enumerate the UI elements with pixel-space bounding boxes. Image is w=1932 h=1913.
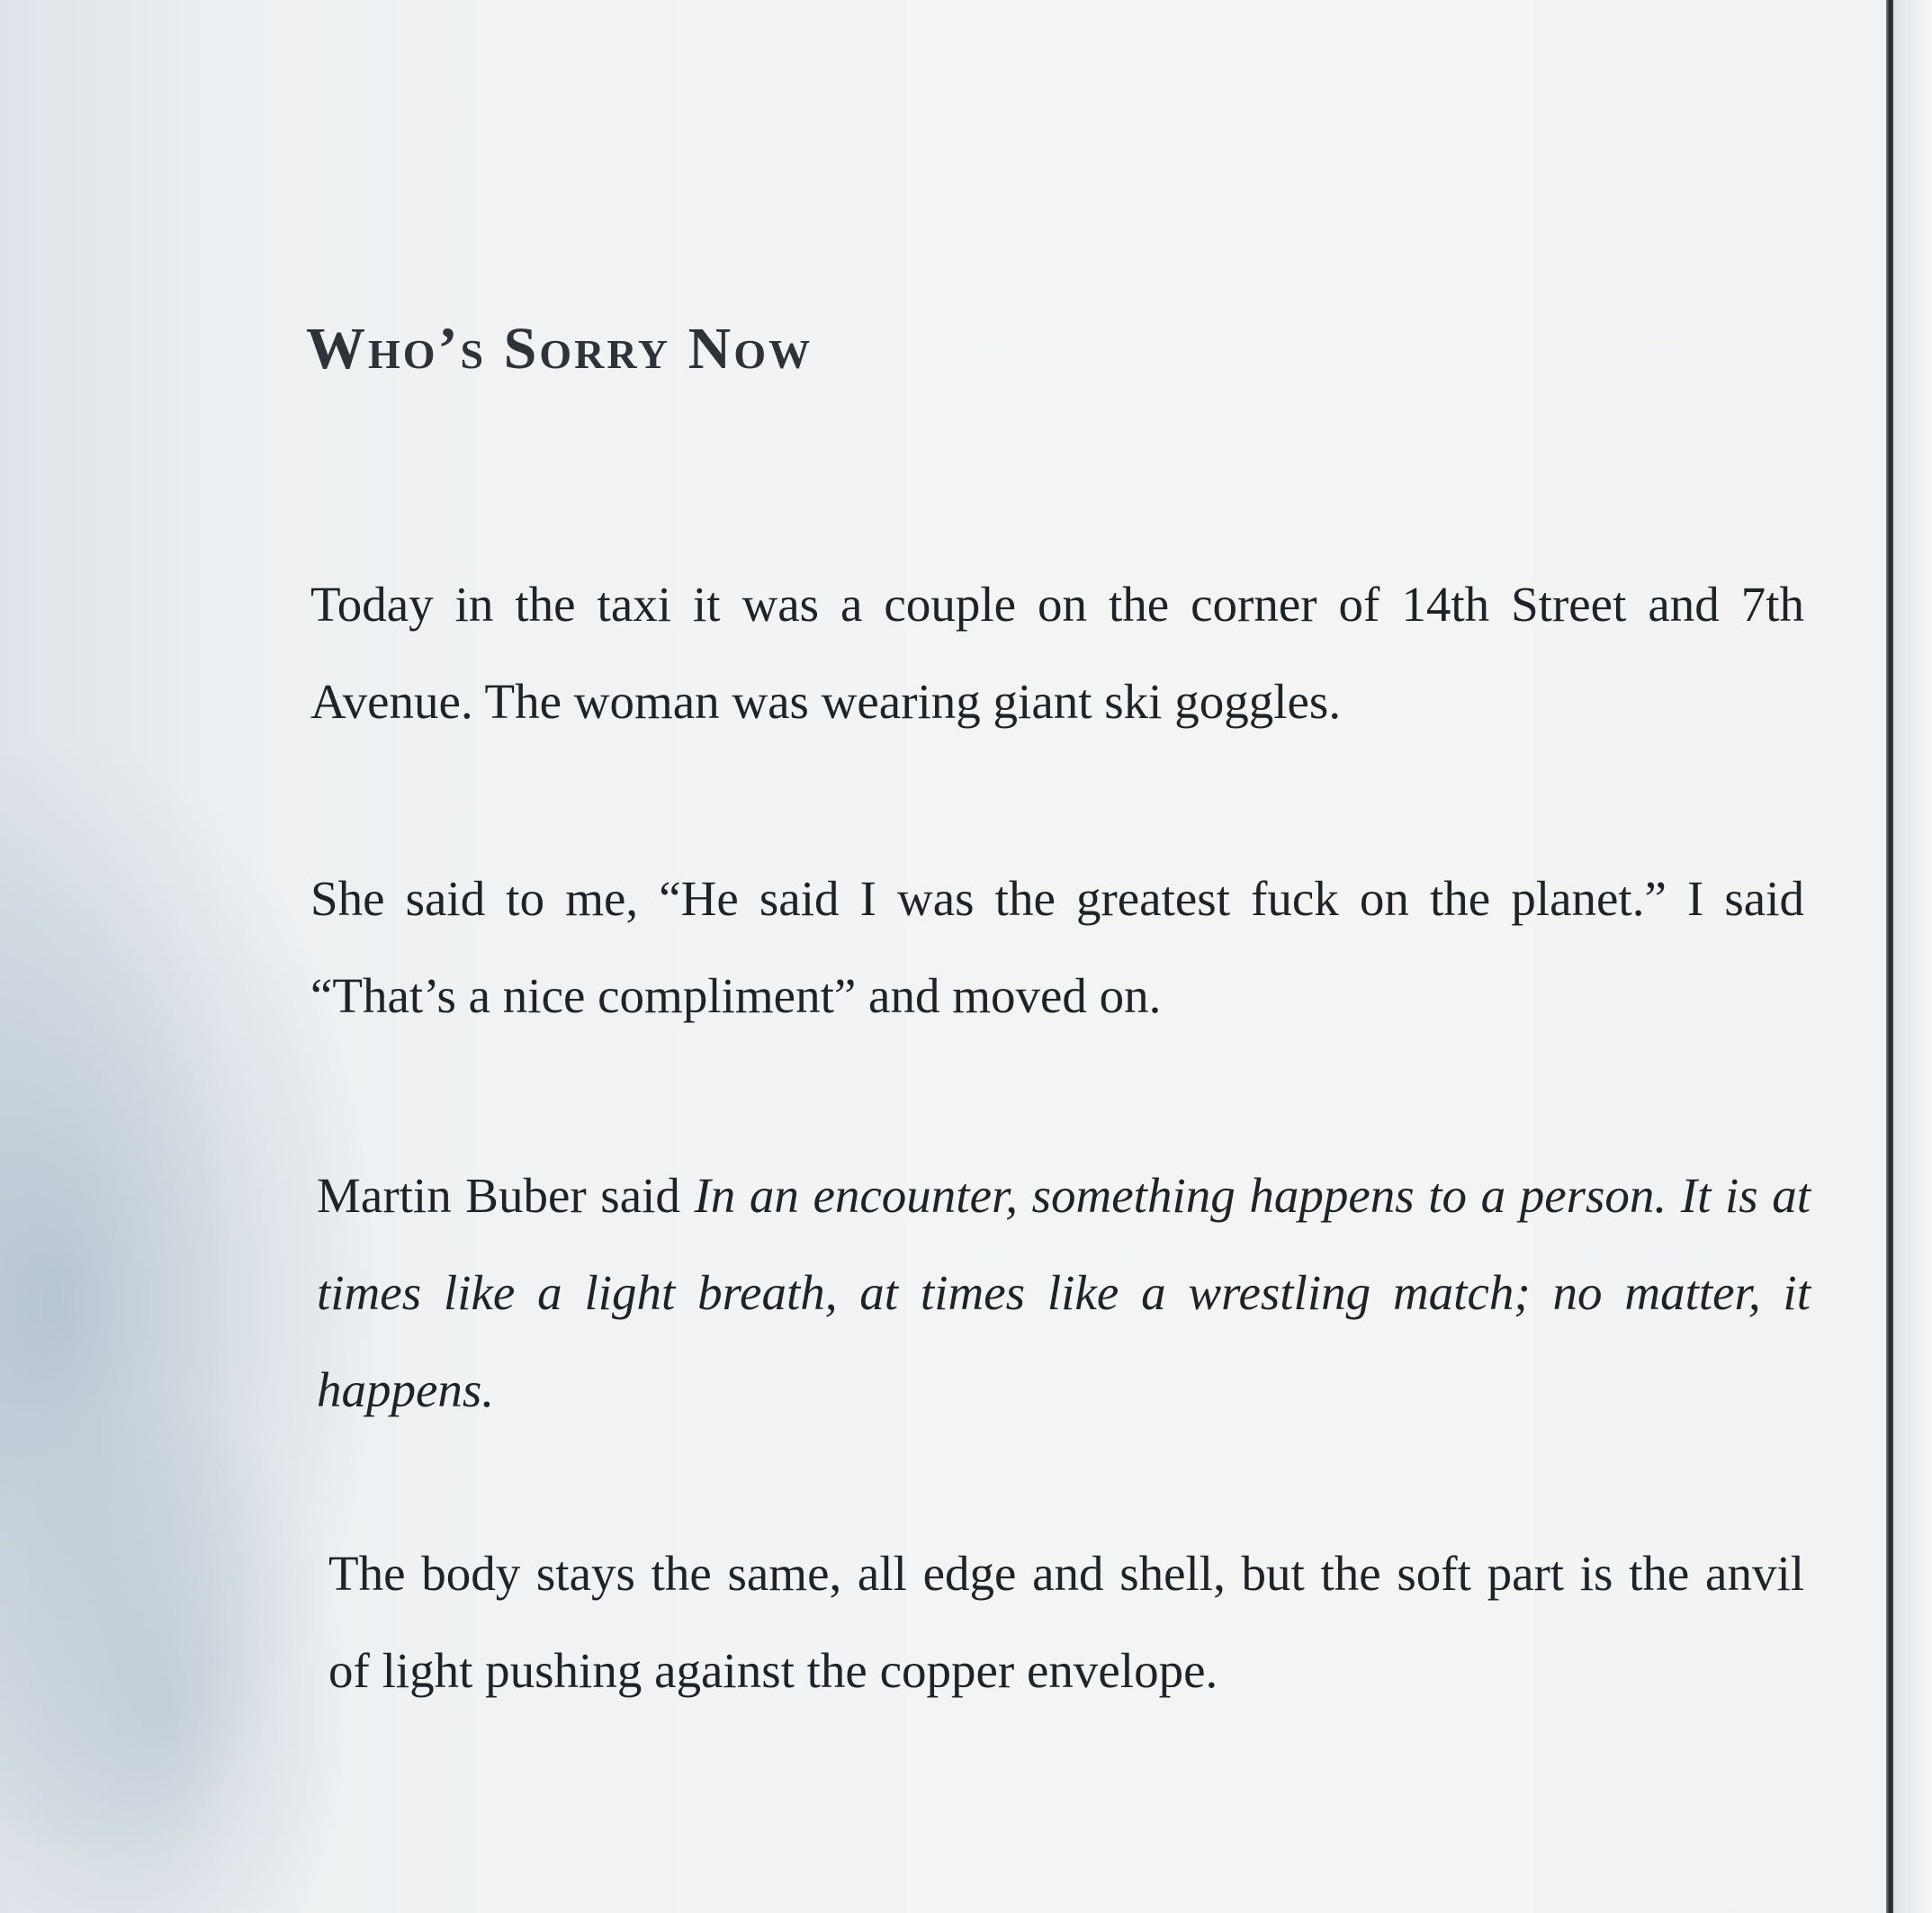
stanza-body: The body stays the same, all edge and shell, but the soft part is the anvil of light pushing against the copper envelope. (328, 1546, 1804, 1698)
background-beyond-page (1893, 0, 1932, 1913)
poem-title: Who’s Sorry Now (306, 316, 813, 382)
stanza-buber (317, 1147, 1811, 1439)
stanza-taxi: Today in the taxi it was a couple on the corner of 14th Street and 7th Avenue. The woman was wearing giant ski goggles. (310, 577, 1804, 729)
buber-quote: In an encounter, something happens to a person. It is at times like a light breath, at times like a wrestling match; no matter, it happens. (317, 1168, 1811, 1417)
page-edge (1886, 0, 1893, 1913)
stanza-compliment: She said to me, “He said I was the greatest fuck on the planet.” I said “That’s a nice compliment” and moved on. (310, 871, 1804, 1023)
buber-lead-text: Martin Buber said (317, 1168, 695, 1223)
